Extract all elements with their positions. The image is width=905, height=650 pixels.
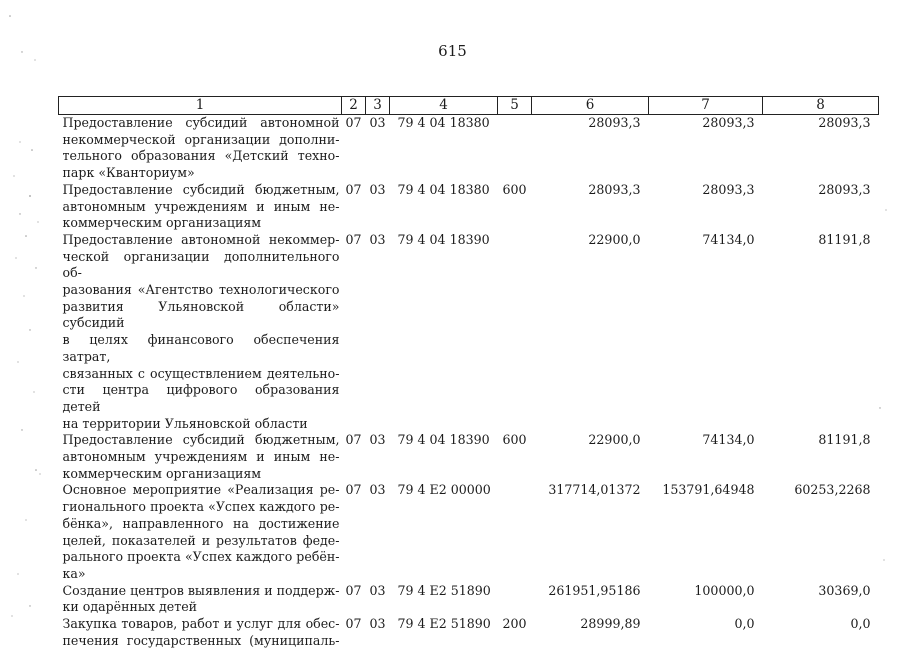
row-name-line: Предоставление субсидий бюджетным, [62,181,340,197]
type-cell [498,482,532,582]
column-header-subsection: 3 [366,97,390,115]
row-name-line: Предоставление субсидий бюджетным, [62,432,340,448]
row-name-line: на территории Ульяновской области [62,415,308,431]
year3-amount-cell: 28093,3 [818,115,871,130]
row-name-cell [59,616,342,649]
row-name-cell [59,583,342,616]
year1-amount-cell: 28093,3 [588,115,641,130]
subsection-cell: 03 [369,231,386,247]
subsection-cell: 03 [369,616,386,632]
column-header-year2: 7 [649,97,763,115]
target-cell: 79 4 04 18380 [397,181,490,197]
row-name-line: Закупка товаров, работ и услуг для обес- [62,616,340,632]
section-cell: 07 [345,115,362,130]
row-name-line: коммерческим организациям [62,215,262,231]
year2-amount-cell: 28093,3 [702,181,755,197]
year1-amount-cell: 22900,0 [588,432,641,448]
table-row [59,432,879,482]
target-cell: 79 4 04 18390 [397,432,490,448]
section-cell: 07 [345,482,362,498]
row-name-line: Предоставление субсидий автономной [62,115,340,130]
table-row [59,482,879,582]
row-name-cell [59,432,342,482]
table-row [59,616,879,649]
year3-amount-cell: 81191,8 [818,432,871,448]
row-name-line: ка» [62,565,86,581]
type-cell: 600 [502,432,527,448]
column-header-section: 2 [342,97,366,115]
row-name-line: автономным учреждениям и иным не- [62,198,340,214]
column-header-year1: 6 [532,97,649,115]
section-cell: 07 [345,582,362,598]
year1-amount-cell: 317714,01372 [548,482,641,498]
row-name-line: ческой организации дополнительного об- [62,248,340,281]
type-cell [498,232,532,432]
type-cell: 200 [502,616,527,632]
year2-amount-cell: 0,0 [734,616,755,632]
type-cell [498,115,532,182]
row-name-line: тельного образования «Детский техно- [62,148,340,164]
type-cell [498,583,532,616]
row-name-line: парк «Кванториум» [62,165,195,181]
row-name-line: гионального проекта «Успех каждого ре- [62,499,340,515]
row-name-line: рального проекта «Успех каждого ребён- [62,549,340,565]
subsection-cell: 03 [369,115,386,130]
row-name-line: Основное мероприятие «Реализация ре- [62,482,340,498]
column-header-year3: 8 [763,97,879,115]
row-name-line: ки одарённых детей [62,599,198,615]
column-header-name: 1 [59,97,342,115]
row-name-cell [59,115,342,182]
row-name-line: разования «Агентство технологического [62,282,340,298]
year2-amount-cell: 100000,0 [694,582,755,598]
section-cell: 07 [345,231,362,247]
row-name-line: целей, показателей и результатов феде- [62,532,340,548]
section-cell: 07 [345,432,362,448]
type-cell: 600 [502,181,527,197]
table-header-row [59,97,879,115]
target-cell: 79 4 04 18380 [397,115,490,130]
year3-amount-cell: 60253,2268 [794,482,871,498]
column-header-type: 5 [498,97,532,115]
year2-amount-cell: 74134,0 [702,231,755,247]
row-name-line: Создание центров выявления и поддерж- [62,582,340,598]
row-name-line: коммерческим организациям [62,465,262,481]
section-cell: 07 [345,181,362,197]
row-name-line: в целях финансового обеспечения затрат, [62,332,340,364]
year1-amount-cell: 28999,89 [580,616,641,632]
year2-amount-cell: 28093,3 [702,115,755,130]
year1-amount-cell: 22900,0 [588,231,641,247]
row-name-cell [59,232,342,432]
subsection-cell: 03 [369,432,386,448]
year2-amount-cell: 153791,64948 [662,482,755,498]
target-cell: 79 4 E2 51890 [397,582,491,598]
row-name-cell [59,182,342,232]
subsection-cell: 03 [369,582,386,598]
budget-table [58,96,879,650]
page-number: 615 [438,42,467,60]
table-row [59,232,879,432]
year3-amount-cell: 81191,8 [818,231,871,247]
year1-amount-cell: 28093,3 [588,181,641,197]
section-cell: 07 [345,616,362,632]
year2-amount-cell: 74134,0 [702,432,755,448]
target-cell: 79 4 E2 51890 [397,616,491,632]
row-name-line: Предоставление автономной некоммер- [62,231,340,247]
row-name-line: связанных с осуществлением деятельно- [62,365,340,381]
column-header-target: 4 [390,97,498,115]
year3-amount-cell: 0,0 [850,616,871,632]
year3-amount-cell: 28093,3 [818,181,871,197]
target-cell: 79 4 04 18390 [397,231,490,247]
table-row [59,583,879,616]
year3-amount-cell: 30369,0 [818,582,871,598]
row-name-cell [59,482,342,582]
row-name-line: некоммерческой организации дополни- [62,131,340,147]
row-name-line: сти центра цифрового образования детей [62,382,340,414]
target-cell: 79 4 E2 00000 [397,482,491,498]
year1-amount-cell: 261951,95186 [548,582,641,598]
table-row [59,115,879,182]
row-name-line: бёнка», направленного на достижение [62,515,340,531]
row-name-line: развития Ульяновской области» субсидий [62,298,340,331]
subsection-cell: 03 [369,181,386,197]
subsection-cell: 03 [369,482,386,498]
row-name-line: печения государственных (муниципаль- [62,632,340,648]
row-name-line: автономным учреждениям и иным не- [62,449,340,465]
table-row [59,182,879,232]
